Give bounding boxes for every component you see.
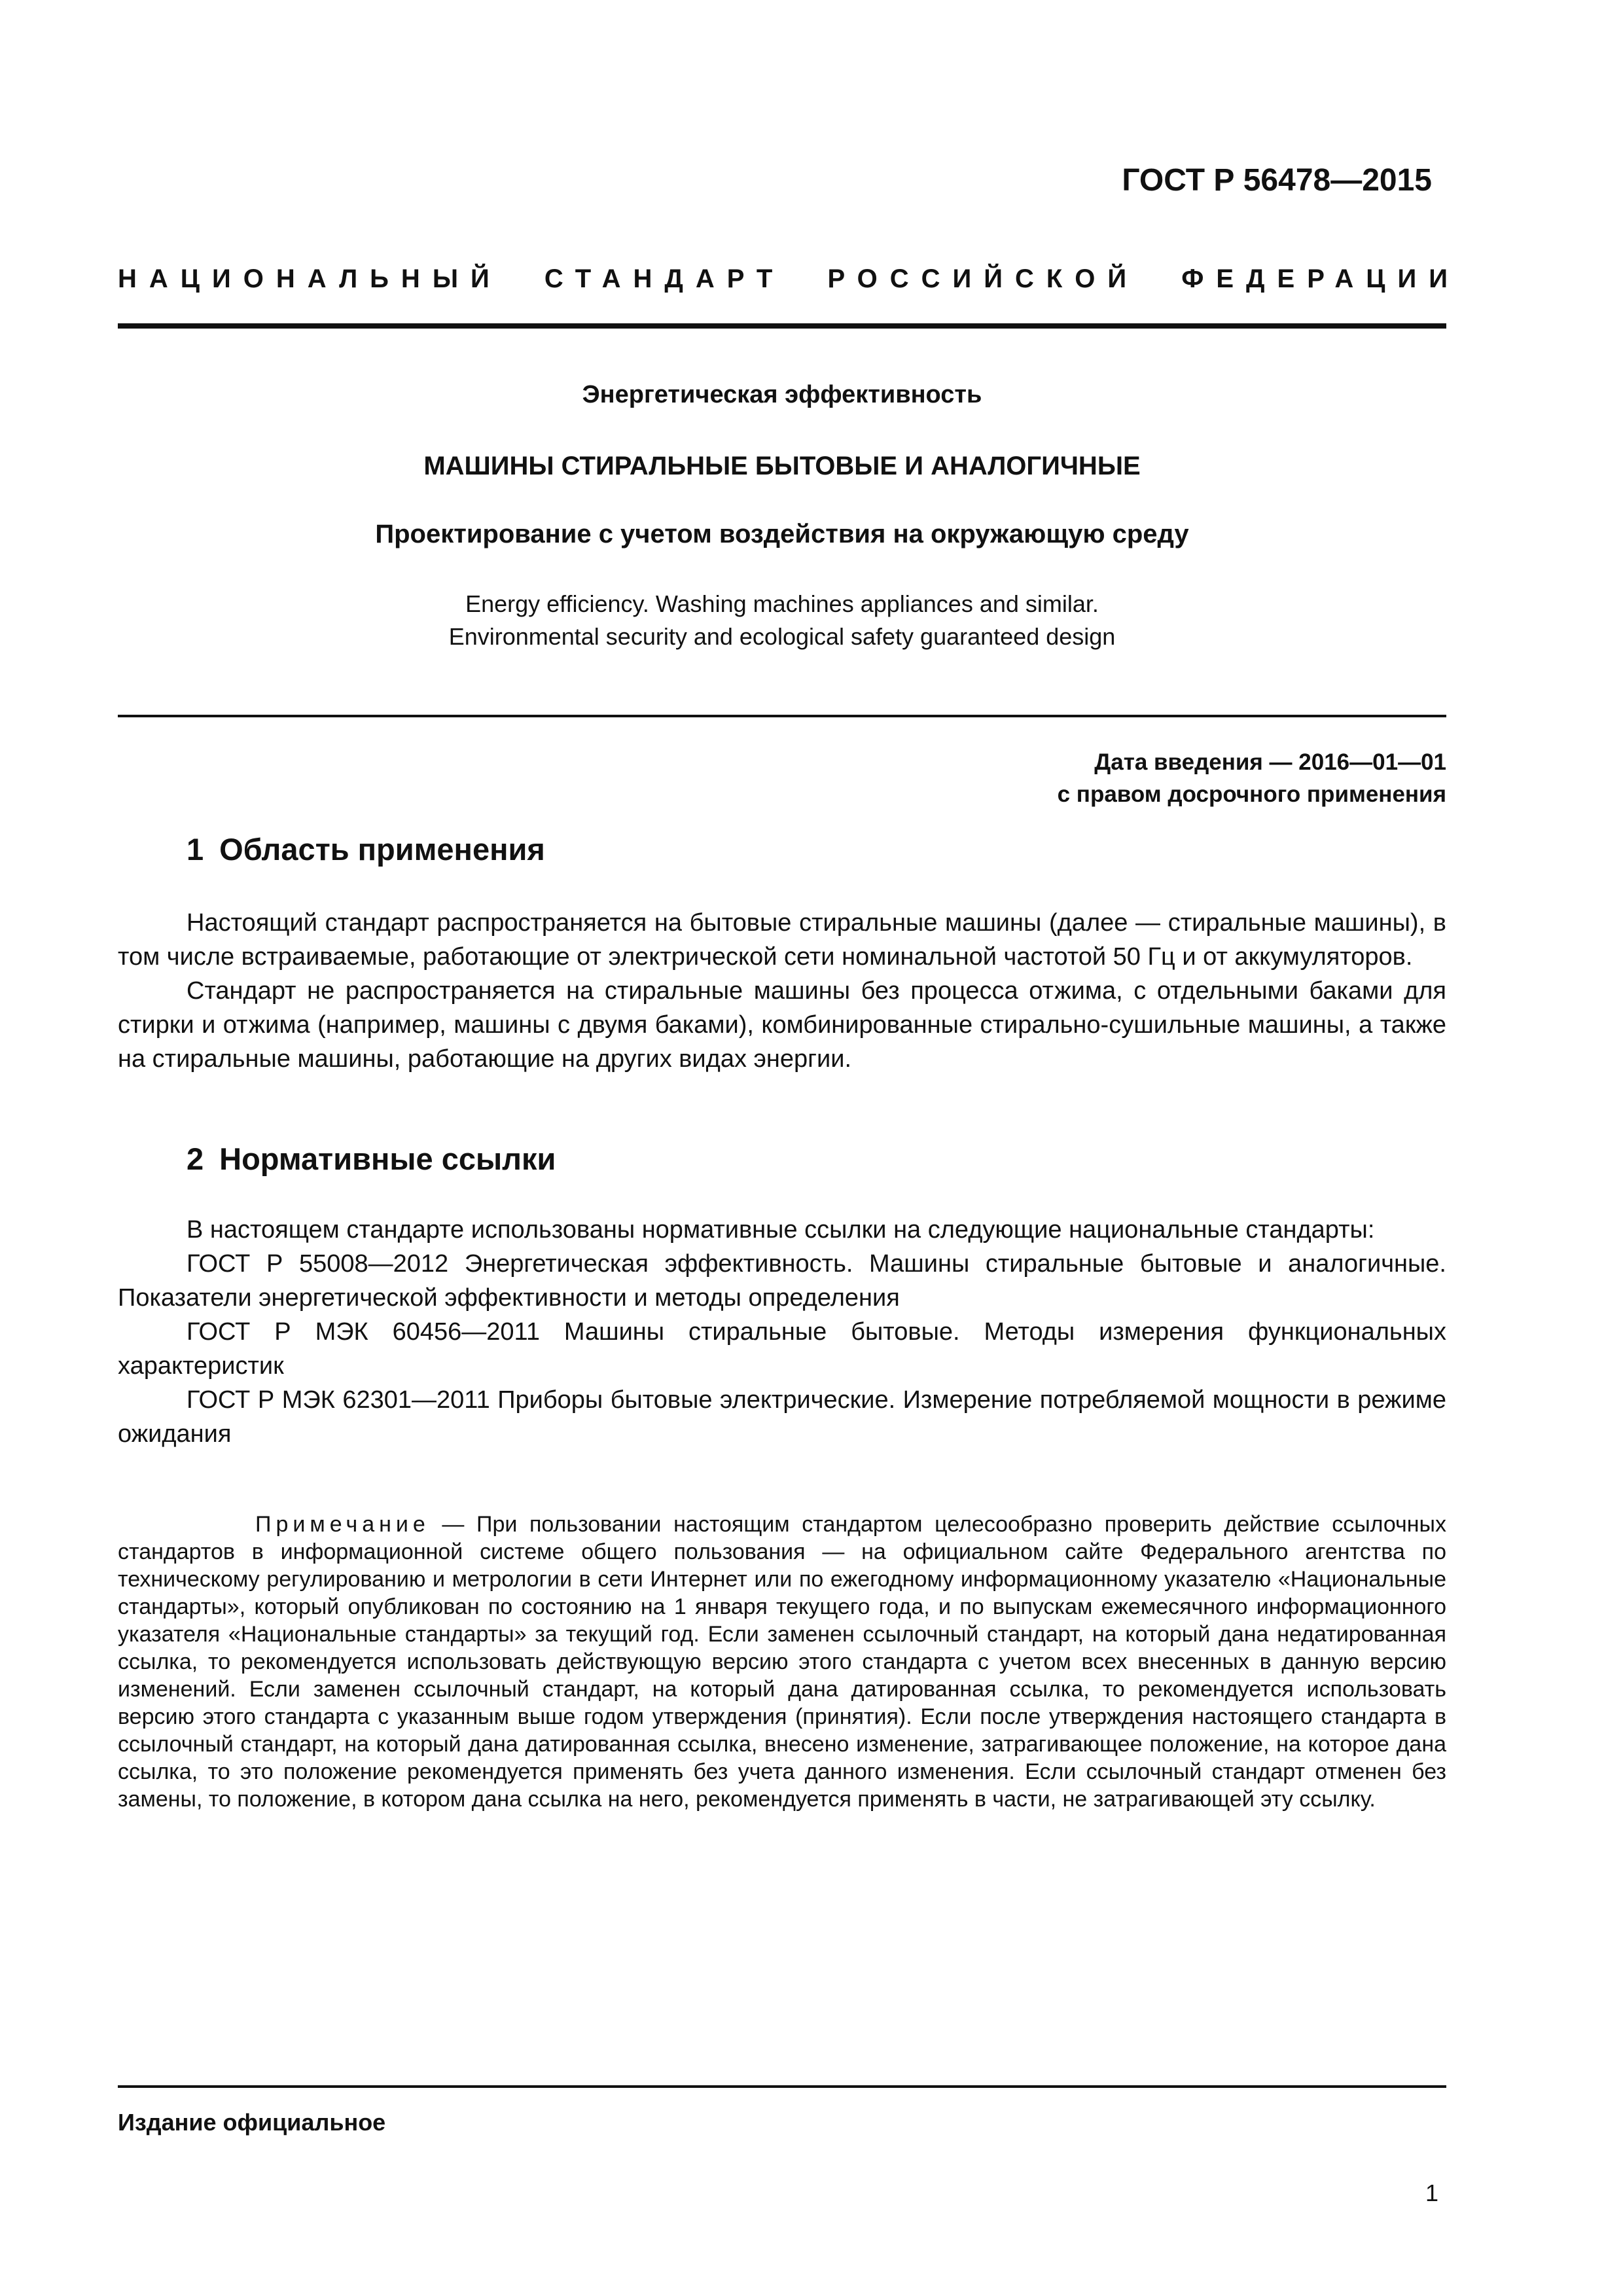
note-label: Примечание xyxy=(255,1512,430,1537)
section-body xyxy=(118,1213,1446,1451)
note-paragraph xyxy=(118,1511,1446,1813)
section-heading xyxy=(187,1141,556,1177)
note-text: — При пользовании настоящим стандартом целесообразно проверить действие ссылочных стандартов в информационной системе общего пользования — на официальном сайте Федерального агентства по техническому регулированию и метрологии в сети Интернет или по ежегодному информационному указателю «Национальные стандарты», который опубликован по состоянию на 1 января текущего года, и по выпускам ежемесячного информационного указателя «Национальные стандарты» за текущий год. Если заменен ссылочный стандарт, на который дана недатированная ссылка, то рекомендуется использовать действующую версию этого стандарта с учетом всех внесенных в данную версию изменений. Если заменен ссылочный стандарт, на который дана датированная ссылка, то рекомендуется использовать версию этого стандарта с указанным выше годом утверждения (принятия). Если после утверждения настоящего стандарта в ссылочный стандарт, на который дана датированная ссылка, внесено изменение, затрагивающее положение, на которое дана ссылка, то это положение рекомендуется применять без учета данного изменения. Если ссылочный стандарт отменен без замены, то положение, в котором дана ссылка на него, рекомендуется применять в части, не затрагивающей эту ссылку. xyxy=(118,1512,1446,1812)
section-title: Область применения xyxy=(219,832,545,867)
banner-word: РОССИЙСКОЙ xyxy=(827,264,1139,293)
section-number: 1 xyxy=(187,832,204,867)
national-standard-banner xyxy=(118,264,1460,294)
paragraph: В настоящем стандарте использованы нормативные ссылки на следующие национальные стандарты: xyxy=(187,1216,1375,1244)
early-application: с правом досрочного применения xyxy=(1057,781,1446,807)
footer-divider xyxy=(118,2085,1446,2088)
reference-item: ГОСТ Р МЭК 60456—2011 Машины стиральные бытовые. Методы измерения функциональных характеристик xyxy=(118,1318,1446,1380)
introduction-date-block xyxy=(1058,746,1446,810)
section-body xyxy=(118,906,1446,1076)
introduction-date: Дата введения — 2016—01—01 xyxy=(1094,749,1446,775)
document-id: ГОСТ Р 56478—2015 xyxy=(1122,163,1432,198)
reference-item: ГОСТ Р МЭК 62301—2011 Приборы бытовые электрические. Измерение потребляемой мощности в режиме ожидания xyxy=(118,1386,1446,1448)
paragraph: Настоящий стандарт распространяется на бытовые стиральные машины (далее — стиральные машины), в том числе встраиваемые, работающие от электрической сети номинальной частотой 50 Гц и от аккумуляторов. xyxy=(118,909,1446,971)
header-divider xyxy=(118,323,1446,329)
banner-word: НАЦИОНАЛЬНЫЙ xyxy=(118,264,502,293)
banner-word: СТАНДАРТ xyxy=(544,264,785,293)
title-divider xyxy=(118,715,1446,717)
reference-item: ГОСТ Р 55008—2012 Энергетическая эффективность. Машины стиральные бытовые и аналогичные. Показатели энергетической эффективности и методы определения xyxy=(118,1250,1446,1312)
title-group: Энергетическая эффективность xyxy=(582,381,982,408)
title-english xyxy=(118,588,1446,653)
page-number: 1 xyxy=(1425,2179,1438,2206)
title-english-line: Environmental security and ecological safety guaranteed design xyxy=(448,623,1116,650)
note-block xyxy=(118,1511,1446,1813)
official-edition-label: Издание официальное xyxy=(118,2109,386,2136)
paragraph: Стандарт не распространяется на стиральные машины без процесса отжима, с отдельными баками для стирки и отжима (например, машины с двумя баками), комбинированные стирально-сушильные машины, а также на стиральные машины, работающие на других видах энергии. xyxy=(118,977,1446,1073)
section-number: 2 xyxy=(187,1141,204,1176)
section-heading xyxy=(187,831,545,867)
section-title: Нормативные ссылки xyxy=(219,1141,556,1176)
banner-word: ФЕДЕРАЦИИ xyxy=(1181,264,1460,293)
title-english-line: Energy efficiency. Washing machines appliances and similar. xyxy=(465,590,1099,617)
title-sub: Проектирование с учетом воздействия на окружающую среду xyxy=(375,520,1189,548)
title-main: МАШИНЫ СТИРАЛЬНЫЕ БЫТОВЫЕ И АНАЛОГИЧНЫЕ xyxy=(423,452,1141,480)
